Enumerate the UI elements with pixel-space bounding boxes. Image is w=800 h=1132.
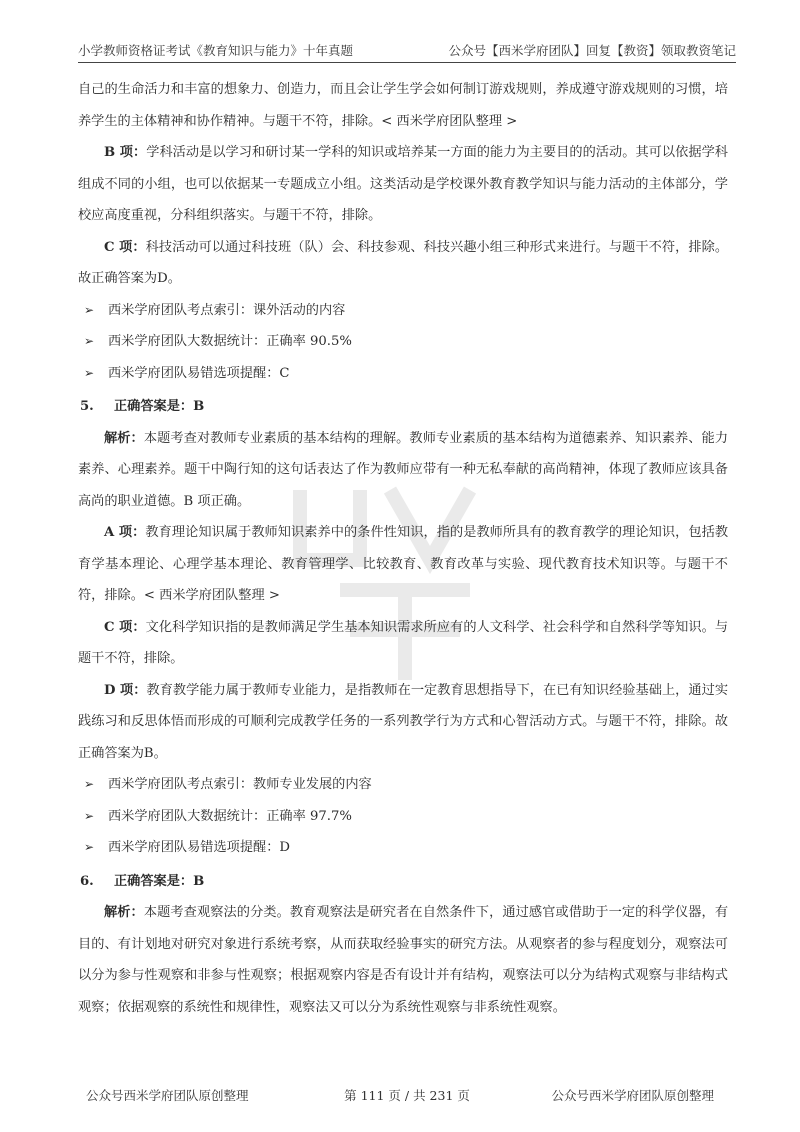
question-5-heading <box>78 391 728 423</box>
footer-right: 公众号西米学府团队原创整理 <box>551 1088 714 1103</box>
analysis-text: 本题考查观察法的分类。教育观察法是研究者在自然条件下，通过感官或借助于一定的科学仪器，有目的、有计划地对研究对象进行系统考察，从而获取经验事实的研究方法。从观察者的参与程度划分，观察法可以分为参与性观察和非参与性观察；根据观察内容是否有设计并有结构，观察法可以分为结构式观察与非结构式观察；依据观察的系统性和规律性，观察法又可以分为系统性观察与非系统性观察。 <box>78 905 729 1015</box>
list-item: ➢ 西米学府团队考点索引：课外活动的内容 <box>78 295 728 327</box>
header-left-title: 小学教师资格证考试《教育知识与能力》十年真题 <box>78 43 354 58</box>
option-c-paragraph <box>78 612 728 675</box>
arrow-bullet-icon: ➢ <box>84 840 95 854</box>
option-b-text: 学科活动是以学习和研讨某一学科的知识或培养某一方面的能力为主要目的的活动。其可以依据学科组成不同的小组，也可以依据某一专题成立小组。这类活动是学校课外教育教学知识与能力活动的主体部分，学校应高度重视，分科组织落实。与题干不符，排除。 <box>78 145 728 223</box>
option-d-text: 教育教学能力属于教师专业能力，是指教师在一定教育思想指导下，在已有知识经验基础上，通过实践练习和反思体悟而形成的可顺利完成教学任务的一系列教学行为方式和心智活动方式。与题干不符，排除。故正确答案为B。 <box>78 682 729 761</box>
page-content <box>78 74 728 1023</box>
analysis-text: 本题考查对教师专业素质的基本结构的理解。教师专业素质的基本结构为道德素养、知识素养、能力素养、心理素养。题干中陶行知的这句话表达了作为教师应带有一种无私奉献的高尚精神，体现了教师应该具备高尚的职业道德。B 项正确。 <box>78 430 729 509</box>
option-c-paragraph <box>78 232 728 295</box>
list-item: ➢ 西米学府团队考点索引：教师专业发展的内容 <box>78 769 728 801</box>
question-number: 5. <box>80 399 94 414</box>
list-item: ➢ 西米学府团队大数据统计：正确率 97.7% <box>78 801 728 833</box>
analysis-label: 解析： <box>104 430 144 446</box>
option-b-paragraph <box>78 137 728 232</box>
question-6-heading <box>78 866 728 898</box>
option-a-text: 教育理论知识属于教师知识素养中的条件性知识，指的是教师所具有的教育教学的理论知识，包括教育学基本理论、心理学基本理论、教育管理学、比较教育、教育改革与实验、现代教育技术知识等。与题干不符，排除。< 西米学府团队整理 > <box>78 525 729 603</box>
page-number: 第 111 页 / 共 231 页 <box>344 1088 470 1103</box>
option-d-label: D 项： <box>104 682 147 698</box>
option-c-label: C 项： <box>104 239 146 255</box>
option-b-label: B 项： <box>104 145 147 160</box>
header-right-note: 公众号【西米学府团队】回复【教资】领取教资笔记 <box>448 43 736 58</box>
option-a-label: A 项： <box>104 525 146 540</box>
list-item: ➢ 西米学府团队大数据统计：正确率 90.5% <box>78 326 728 358</box>
arrow-bullet-icon: ➢ <box>84 365 95 380</box>
analysis-paragraph <box>78 897 728 1023</box>
option-c-text: 文化科学知识指的是教师满足学生基本知识需求所应有的人文科学、社会科学和自然科学等知识。与题干不符，排除。 <box>78 619 729 666</box>
arrow-bullet-icon: ➢ <box>84 808 95 823</box>
list-item: ➢ 西米学府团队易错选项提醒：C <box>78 358 728 390</box>
arrow-bullet-icon: ➢ <box>84 302 95 317</box>
list-item: ➢ 西米学府团队易错选项提醒：D <box>78 832 728 864</box>
arrow-bullet-icon: ➢ <box>84 777 95 791</box>
analysis-paragraph <box>78 423 728 518</box>
answer-title: 正确答案是：B <box>114 873 205 889</box>
page-header <box>78 38 736 63</box>
option-d-paragraph <box>78 675 728 770</box>
answer-title: 正确答案是：B <box>114 399 205 414</box>
paragraph-continued: 自己的生命活力和丰富的想象力、创造力，而且会让学生学会如何制订游戏规则，养成遵守游戏规则的习惯，培养学生的主体精神和协作精神。与题干不符，排除。< 西米学府团队整理 > <box>78 82 728 129</box>
page-footer <box>78 1086 736 1106</box>
option-c-label: C 项： <box>104 619 146 635</box>
arrow-bullet-icon: ➢ <box>84 334 95 348</box>
option-c-text: 科技活动可以通过科技班（队）会、科技参观、科技兴趣小组三种形式来进行。与题干不符，排除。故正确答案为D。 <box>78 239 729 286</box>
question-number: 6. <box>80 873 94 889</box>
option-a-paragraph <box>78 517 728 612</box>
analysis-label: 解析： <box>104 905 144 920</box>
footer-left: 公众号西米学府团队原创整理 <box>86 1088 249 1103</box>
